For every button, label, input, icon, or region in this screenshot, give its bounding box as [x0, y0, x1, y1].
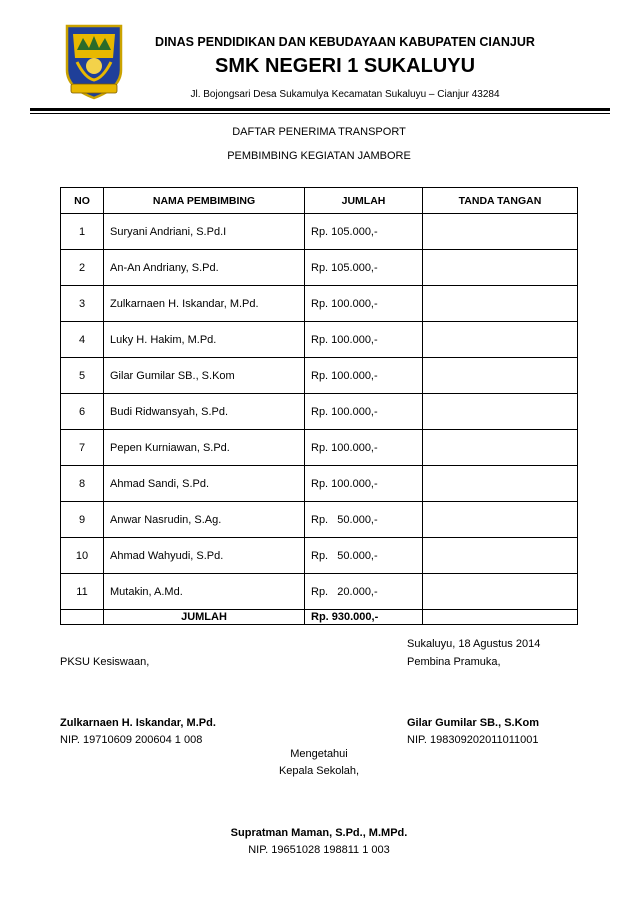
- row-no: 1: [61, 214, 104, 250]
- row-signature-cell: [423, 322, 578, 358]
- table-row: [61, 466, 578, 502]
- row-no: 8: [61, 466, 104, 502]
- col-header-no: NO: [61, 188, 104, 214]
- row-nama: Pepen Kurniawan, S.Pd.: [104, 430, 305, 466]
- left-signer-name: Zulkarnaen H. Iskandar, M.Pd.: [60, 717, 216, 729]
- row-no: 6: [61, 394, 104, 430]
- header-rule-thin: [30, 113, 610, 114]
- table-row: [61, 322, 578, 358]
- row-no: 10: [61, 538, 104, 574]
- left-signer-nip: NIP. 19710609 200604 1 008: [60, 734, 203, 746]
- row-no: 9: [61, 502, 104, 538]
- table-row: [61, 286, 578, 322]
- row-signature-cell: [423, 538, 578, 574]
- table-row: [61, 430, 578, 466]
- row-nama: Ahmad Sandi, S.Pd.: [104, 466, 305, 502]
- row-nama: An-An Andriany, S.Pd.: [104, 250, 305, 286]
- recipient-table: [60, 187, 578, 625]
- row-signature-cell: [423, 466, 578, 502]
- row-jumlah: Rp. 100.000,-: [305, 394, 423, 430]
- right-signer-nip: NIP. 198309202011011001: [407, 734, 539, 746]
- row-jumlah: Rp. 50.000,-: [305, 538, 423, 574]
- right-signer-role: Pembina Pramuka,: [407, 656, 501, 668]
- table-row: [61, 574, 578, 610]
- row-jumlah: Rp. 105.000,-: [305, 214, 423, 250]
- agency-name: DINAS PENDIDIKAN DAN KEBUDAYAAN KABUPATEN CIANJUR: [155, 35, 535, 49]
- principal-name: Supratman Maman, S.Pd., M.MPd.: [230, 827, 408, 839]
- row-nama: Zulkarnaen H. Iskandar, M.Pd.: [104, 286, 305, 322]
- district-logo: [63, 22, 125, 102]
- total-signature-cell: [423, 610, 578, 625]
- row-no: 2: [61, 250, 104, 286]
- table-row: [61, 214, 578, 250]
- total-empty-cell: [61, 610, 104, 625]
- row-signature-cell: [423, 286, 578, 322]
- row-signature-cell: [423, 358, 578, 394]
- place-date: Sukaluyu, 18 Agustus 2014: [407, 638, 541, 650]
- row-jumlah: Rp. 100.000,-: [305, 358, 423, 394]
- row-signature-cell: [423, 502, 578, 538]
- row-nama: Suryani Andriani, S.Pd.I: [104, 214, 305, 250]
- total-label: JUMLAH: [104, 610, 305, 625]
- school-name: SMK NEGERI 1 SUKALUYU: [214, 55, 476, 77]
- acknowledged-label: Mengetahui: [290, 748, 348, 760]
- table-row: [61, 358, 578, 394]
- table-row: [61, 538, 578, 574]
- row-jumlah: Rp. 100.000,-: [305, 466, 423, 502]
- row-signature-cell: [423, 394, 578, 430]
- row-nama: Budi Ridwansyah, S.Pd.: [104, 394, 305, 430]
- row-nama: Ahmad Wahyudi, S.Pd.: [104, 538, 305, 574]
- row-jumlah: Rp. 100.000,-: [305, 286, 423, 322]
- row-jumlah: Rp. 20.000,-: [305, 574, 423, 610]
- col-header-jumlah: JUMLAH: [305, 188, 423, 214]
- row-signature-cell: [423, 430, 578, 466]
- row-nama: Luky H. Hakim, M.Pd.: [104, 322, 305, 358]
- row-no: 11: [61, 574, 104, 610]
- col-header-nama: NAMA PEMBIMBING: [104, 188, 305, 214]
- table-total-row: [61, 610, 578, 625]
- row-signature-cell: [423, 214, 578, 250]
- row-jumlah: Rp. 105.000,-: [305, 250, 423, 286]
- row-jumlah: Rp. 50.000,-: [305, 502, 423, 538]
- row-nama: Gilar Gumilar SB., S.Kom: [104, 358, 305, 394]
- row-no: 4: [61, 322, 104, 358]
- total-value: Rp. 930.000,-: [305, 610, 423, 625]
- table-row: [61, 250, 578, 286]
- row-no: 3: [61, 286, 104, 322]
- principal-role: Kepala Sekolah,: [278, 765, 360, 777]
- principal-nip: NIP. 19651028 198811 1 003: [248, 844, 390, 856]
- left-signer-role: PKSU Kesiswaan,: [60, 656, 150, 668]
- table-header-row: [61, 188, 578, 214]
- right-signer-name: Gilar Gumilar SB., S.Kom: [407, 717, 540, 729]
- row-jumlah: Rp. 100.000,-: [305, 322, 423, 358]
- row-nama: Anwar Nasrudin, S.Ag.: [104, 502, 305, 538]
- row-no: 5: [61, 358, 104, 394]
- document-title: DAFTAR PENERIMA TRANSPORT: [232, 126, 406, 138]
- col-header-tanda-tangan: TANDA TANGAN: [423, 188, 578, 214]
- document-subtitle: PEMBIMBING KEGIATAN JAMBORE: [227, 150, 411, 162]
- row-signature-cell: [423, 250, 578, 286]
- row-signature-cell: [423, 574, 578, 610]
- header-rule-thick: [30, 108, 610, 111]
- table-row: [61, 502, 578, 538]
- school-address: Jl. Bojongsari Desa Sukamulya Kecamatan Sukaluyu – Cianjur 43284: [190, 89, 500, 100]
- row-nama: Mutakin, A.Md.: [104, 574, 305, 610]
- table-row: [61, 394, 578, 430]
- row-jumlah: Rp. 100.000,-: [305, 430, 423, 466]
- row-no: 7: [61, 430, 104, 466]
